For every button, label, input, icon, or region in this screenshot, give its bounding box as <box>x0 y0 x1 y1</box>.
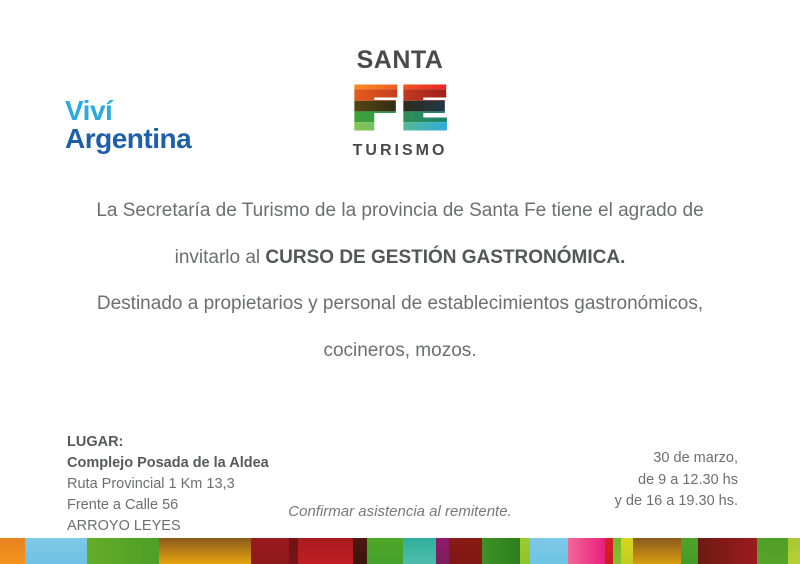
stripe-segment <box>621 538 633 564</box>
vivi-argentina-logo <box>65 97 191 153</box>
stripe-segment <box>449 538 483 564</box>
stripe-segment <box>25 538 88 564</box>
stripe-segment <box>633 538 681 564</box>
stripe-segment <box>605 538 613 564</box>
stripe-segment <box>289 538 298 564</box>
stripe-segment <box>298 538 354 564</box>
schedule-date: 30 de marzo, <box>653 450 738 466</box>
stripe-segment <box>403 538 436 564</box>
schedule-block <box>615 448 738 513</box>
invitation-line-2-prefix: invitarlo al <box>174 246 266 268</box>
santa-fe-logo-santa-text: SANTA <box>356 46 444 74</box>
confirmation-note: Confirmar asistencia al remitente. <box>288 503 512 520</box>
stripe-segment <box>251 538 289 564</box>
invitation-line-3: Destinado a propietarios y personal de establecimientos gastronómicos, <box>96 293 704 314</box>
schedule-morning-hours: de 9 a 12.30 hs <box>638 471 738 488</box>
stripe-segment <box>520 538 530 564</box>
invitation-text <box>40 188 760 374</box>
stripe-segment <box>482 538 520 564</box>
stripe-segment <box>757 538 788 564</box>
footer-stripe <box>0 538 800 564</box>
invitation-line-2 <box>40 235 760 282</box>
santa-fe-logo-fe-icon <box>348 77 452 135</box>
location-address-line-2: Frente a Calle 56 <box>67 497 179 513</box>
location-venue: Complejo Posada de la Aldea <box>67 455 269 471</box>
location-label: LUGAR: <box>67 434 124 450</box>
santa-fe-logo-turismo-text: TURISMO <box>352 142 448 159</box>
stripe-segment <box>613 538 621 564</box>
stripe-segment <box>87 538 158 564</box>
vivi-argentina-logo-word1: Viví <box>65 95 113 126</box>
stripe-segment <box>530 538 568 564</box>
location-block <box>67 432 269 537</box>
stripe-segment <box>367 538 403 564</box>
schedule-afternoon-hours: y de 16 a 19.30 hs. <box>614 493 738 509</box>
stripe-segment <box>698 538 758 564</box>
vivi-argentina-logo-word2: Argentina <box>65 123 192 154</box>
invitation-line-4: cocineros, mozos. <box>323 339 477 361</box>
invitation-line-1: La Secretaría de Turismo de la provincia de Santa Fe tiene el agrado de <box>96 200 704 221</box>
stripe-segment <box>0 538 25 564</box>
stripe-segment <box>568 538 606 564</box>
stripe-segment <box>788 538 800 564</box>
invitation-course-title: CURSO DE GESTIÓN GASTRONÓMICA. <box>265 246 626 268</box>
stripe-segment <box>353 538 367 564</box>
santa-fe-turismo-logo <box>330 46 470 160</box>
stripe-segment <box>159 538 251 564</box>
stripe-segment <box>681 538 698 564</box>
location-city: ARROYO LEYES <box>67 518 181 534</box>
stripe-segment <box>436 538 449 564</box>
location-address-line-1: Ruta Provincial 1 Km 13,3 <box>67 476 235 492</box>
